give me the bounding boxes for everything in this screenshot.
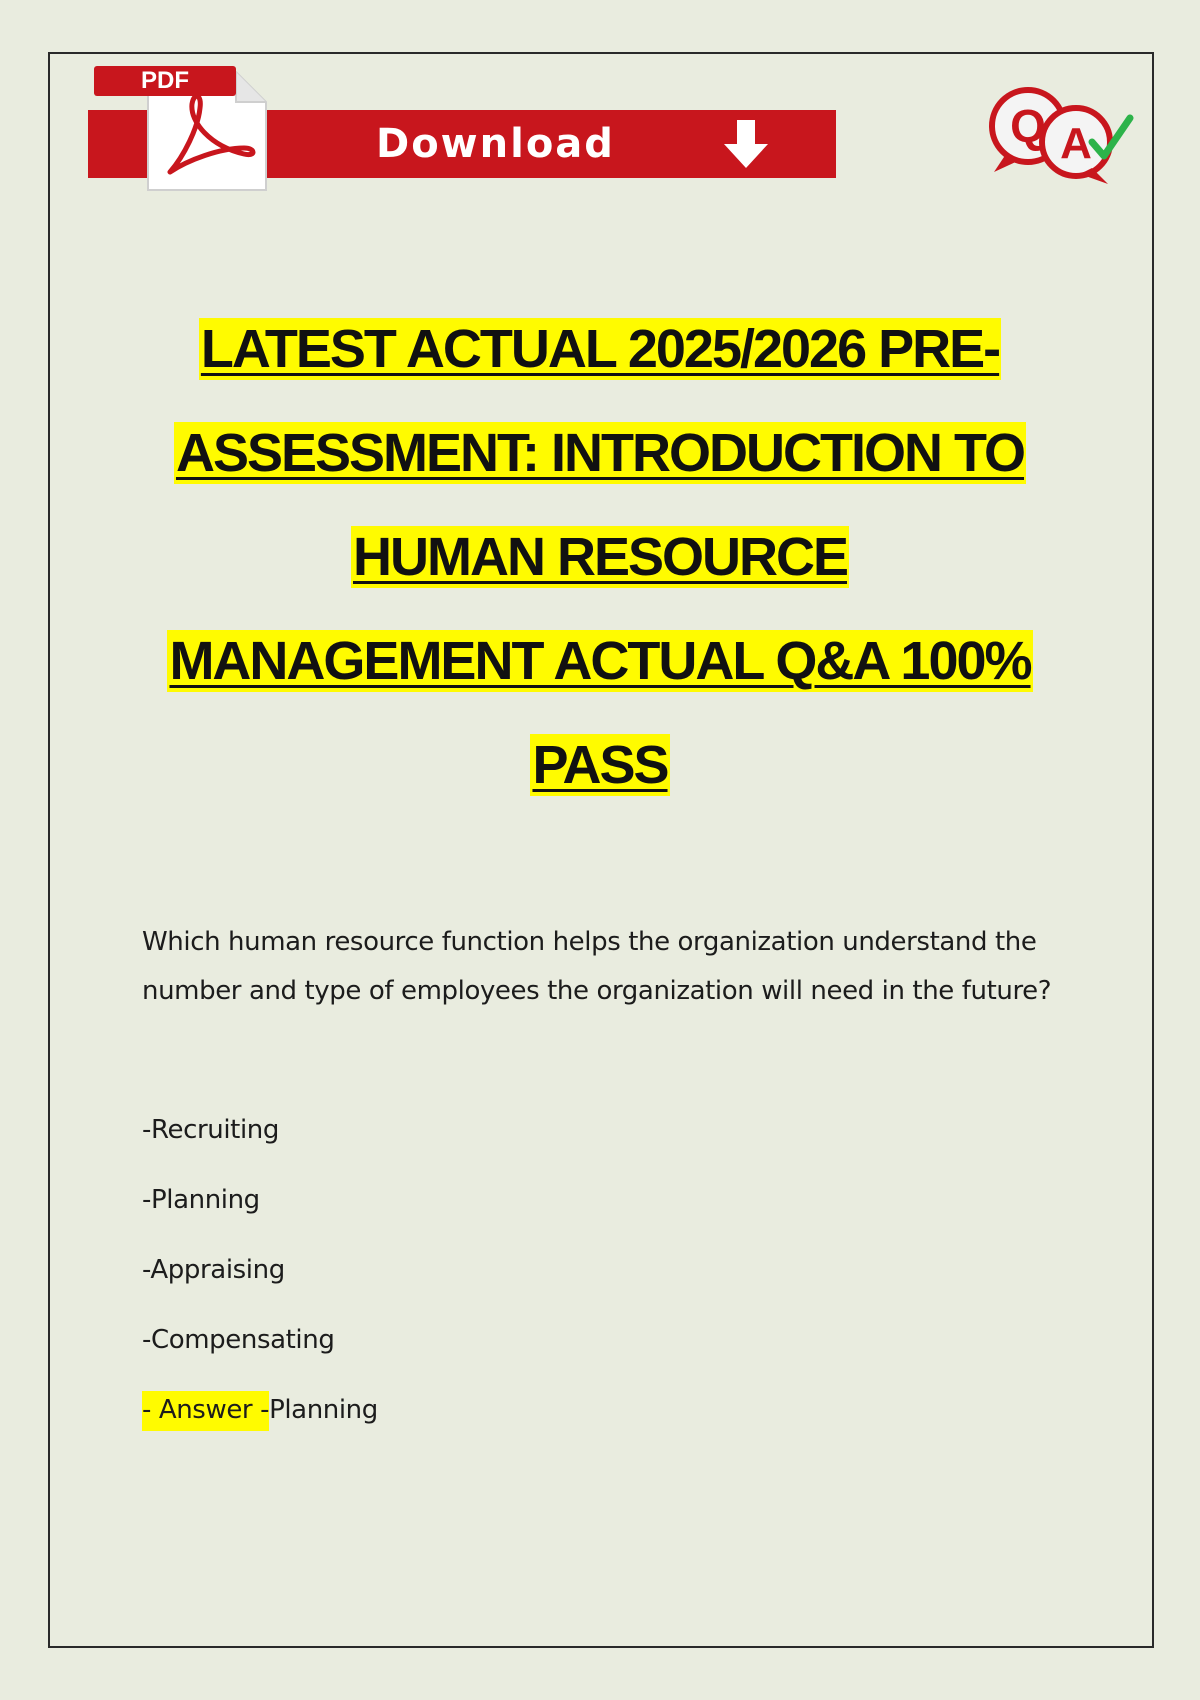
q-letter: Q xyxy=(1010,100,1046,152)
option-item: -Planning xyxy=(142,1185,260,1215)
option-item: -Recruiting xyxy=(142,1115,279,1145)
title-line-4: MANAGEMENT ACTUAL Q&A 100% xyxy=(169,631,1031,691)
title-line-2: ASSESSMENT: INTRODUCTION TO xyxy=(175,423,1025,483)
download-banner[interactable] xyxy=(88,62,836,192)
download-arrow-icon[interactable] xyxy=(716,114,776,174)
download-label[interactable]: Download xyxy=(376,121,615,167)
answer-value: Planning xyxy=(269,1395,378,1425)
title-line-5: PASS xyxy=(532,735,668,795)
title-line-1: LATEST ACTUAL 2025/2026 PRE- xyxy=(200,319,1000,379)
question-text: Which human resource function helps the organization understand the number and type of employees the organization will need in the future? xyxy=(142,927,1052,1006)
option-item: -Appraising xyxy=(142,1255,285,1285)
options-list xyxy=(142,1108,378,1458)
document-title xyxy=(100,318,1100,838)
qa-logo-icon xyxy=(980,80,1140,190)
answer-prefix: - Answer - xyxy=(142,1391,269,1431)
answer-line xyxy=(142,1388,378,1458)
pdf-tag: PDF xyxy=(94,66,236,96)
option-item: -Compensating xyxy=(142,1325,335,1355)
a-letter: A xyxy=(1060,119,1092,168)
title-line-3: HUMAN RESOURCE xyxy=(352,527,848,587)
